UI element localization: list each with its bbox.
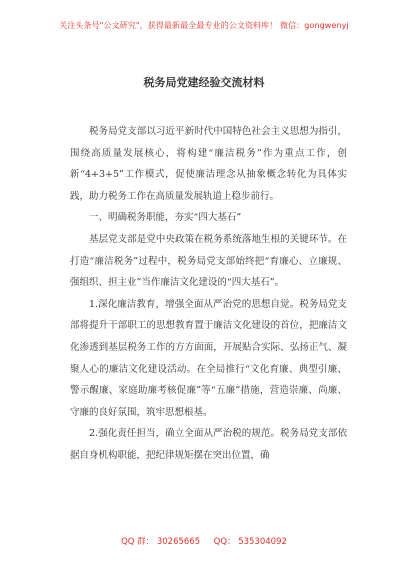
section-1-paragraph: 基层党支部是党中央政策在税务系统落地生根的关键环节。在打造“廉洁税务”过程中，税务局党支部始终把“育廉心、立廉规、强组织、担主业”当作廉洁文化建设的“四大基石”。 (70, 233, 347, 289)
item-1-paragraph: 1.深化廉洁教育，增强全面从严治党的思想自觉。税务局党支部将提升干部职工的思想教育置于廉洁文化建设的首位，把廉洁文化渗透到基层税务工作的方方面面，开展贴合实际、弘扬正气、凝聚人心的廉洁文化建设活动。在全局推行“文化育廉、典型引廉、警示醒廉、家庭助廉考核促廉”等“五廉”措施，营造崇廉、尚廉、守廉的良好氛围，筑牢思想根基。 (70, 298, 347, 418)
section-heading-1: 一、明确税务职能，夯实“四大基石” (89, 212, 242, 224)
qq-number: QQ： 535304092 (213, 537, 287, 547)
qq-group-number: QQ 群： 30265665 (121, 537, 201, 547)
intro-paragraph: 税务局党支部以习近平新时代中国特色社会主义思想为指引，围绕高质量发展核心，将构建“廉洁税务”作为重点工作，创新“4+3+5”工作模式，促使廉洁理念从抽象概念转化为具体实践，助力税务工作在高质量发展轨道上稳步前行。 (70, 126, 347, 202)
document-body (70, 121, 347, 467)
item-2-paragraph: 2.强化责任担当，确立全面从严治税的规范。税务局党支部依据自身机构职能，把纪律规矩摆在突出位置，确 (70, 428, 347, 461)
contact-footer (0, 535, 408, 547)
promo-banner: 关注头条号"公文研究"，获得最新最全最专业的公文资料库！ 微信：gongwenyj (59, 21, 349, 30)
document-title: 税务局党建经验交流材料 (143, 76, 265, 89)
